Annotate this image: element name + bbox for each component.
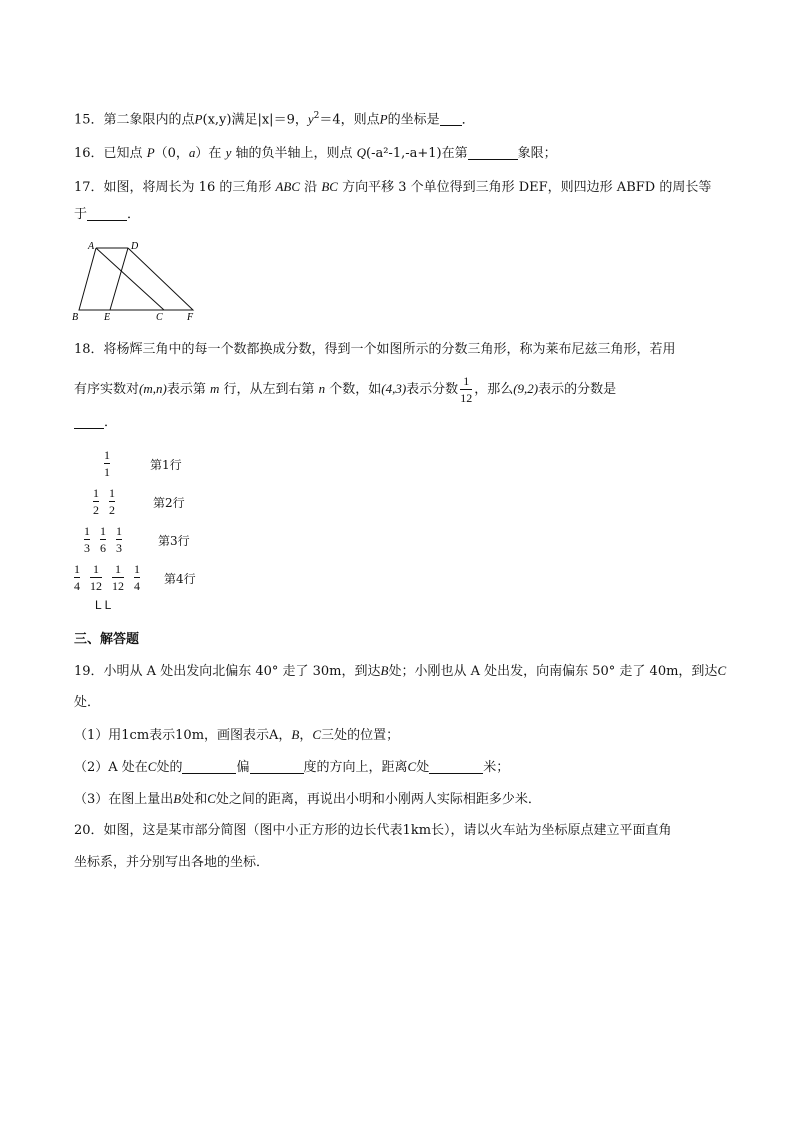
fraction: $\frac{1}{6}$ bbox=[100, 524, 106, 555]
triangle-row-2 bbox=[91, 486, 117, 517]
fraction: $\frac{1}{3}$ bbox=[84, 524, 90, 555]
section-heading: 三、解答题 bbox=[74, 632, 140, 647]
triangle-row-1 bbox=[102, 448, 112, 479]
answer-blank bbox=[468, 146, 518, 160]
question-20-line-1: 20．如图，这是某市部分简图（图中小正方形的边长代表1km长），请以火车站为坐标原点建立平面直角 bbox=[74, 823, 672, 838]
label-b: B bbox=[72, 312, 79, 323]
answer-blank bbox=[250, 760, 304, 774]
triangle-abc bbox=[79, 248, 164, 310]
triangle-def bbox=[110, 248, 193, 310]
fraction: $\frac{1}{2}$ bbox=[93, 486, 99, 517]
fraction: $\frac{1}{2}$ bbox=[109, 486, 115, 517]
question-18-line-3: ． bbox=[74, 414, 117, 432]
question-17-line-2: 于 ． bbox=[74, 207, 141, 222]
row-label: 第3行 bbox=[158, 534, 190, 548]
question-19-line-1: 19．小明从 A 处出发向北偏东 40° 走了 30m，到达B处；小刚也从 A 处出发，向南偏东 50° 走了 40m，到达C bbox=[74, 663, 727, 679]
question-19-part-1: （1）用1cm表示10m，画图表示A，B，C三处的位置； bbox=[74, 727, 400, 743]
question-18-line-2: 有序实数对(m,n)表示第 m 行，从左到右第 n 个数，如(4,3)表示分数 $\frac{1}{12}$ ，那么(9,2)表示的分数是 bbox=[74, 374, 617, 405]
answer-blank bbox=[440, 112, 462, 126]
fraction: $\frac{1}{4}$ bbox=[74, 562, 80, 593]
row-label: 第4行 bbox=[164, 572, 196, 586]
row-label: 第1行 bbox=[150, 458, 182, 472]
fraction-1-12: $\frac{1}{12}$ bbox=[460, 374, 473, 405]
question-15: 15．第二象限内的点P(x,y)满足|x|＝9，$y^2=4$，则点P的坐标是 ． bbox=[74, 111, 475, 128]
answer-blank bbox=[74, 415, 104, 429]
question-16: 16．已知点 P（0，a）在 y 轴的负半轴上，则点 Q(-a²-1,-a+1)在第 象限； bbox=[74, 145, 557, 161]
question-19-line-2: 处． bbox=[74, 695, 101, 710]
triangle-row-4 bbox=[72, 562, 142, 593]
question-19-part-2: （2）A 处在C处的 偏 度的方向上，距离C处 米； bbox=[74, 759, 510, 775]
translation-figure bbox=[68, 238, 200, 324]
fraction: $\frac{1}{3}$ bbox=[116, 524, 122, 555]
row-label: 第2行 bbox=[153, 496, 185, 510]
continuation-dots: L L bbox=[95, 598, 112, 612]
label-d: D bbox=[131, 241, 139, 252]
question-17-line-1: 17．如图，将周长为 16 的三角形 ABC 沿 BC 方向平移 3 个单位得到三角形 DEF，则四边形 ABFD 的周长等 bbox=[74, 179, 712, 195]
question-19-part-3: （3）在图上量出B处和C处之间的距离，再说出小明和小刚两人实际相距多少米． bbox=[74, 791, 541, 807]
label-f: F bbox=[187, 312, 194, 323]
label-c: C bbox=[156, 312, 163, 323]
label-a: A bbox=[88, 241, 95, 252]
question-20-line-2: 坐标系，并分别写出各地的坐标． bbox=[74, 855, 270, 870]
fraction: $\frac{1}{4}$ bbox=[134, 562, 140, 593]
fraction: $\frac{1}{12}$ bbox=[90, 562, 102, 593]
fraction: $\frac{1}{1}$ bbox=[104, 448, 110, 479]
question-18-line-1: 18．将杨辉三角中的每一个数都换成分数，得到一个如图所示的分数三角形，称为莱布尼兹三角形，若用 bbox=[74, 342, 676, 357]
answer-blank bbox=[182, 760, 236, 774]
answer-blank bbox=[429, 760, 483, 774]
answer-blank bbox=[87, 207, 127, 221]
fraction: $\frac{1}{12}$ bbox=[112, 562, 124, 593]
label-e: E bbox=[104, 312, 111, 323]
triangle-row-3 bbox=[82, 524, 124, 555]
